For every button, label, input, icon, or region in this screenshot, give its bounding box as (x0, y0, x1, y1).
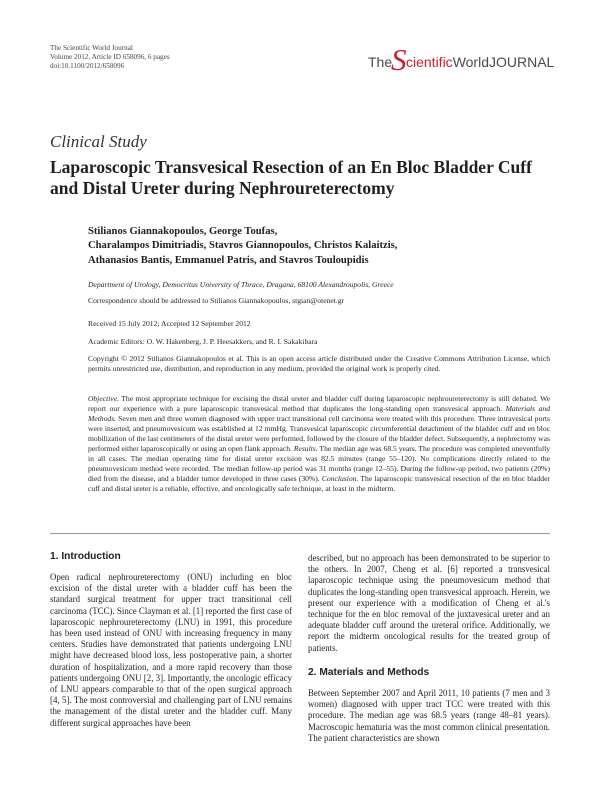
abstract-results-label: Results. (293, 444, 318, 453)
study-type: Clinical Study (50, 132, 147, 151)
copyright-notice: Copyright © 2012 Stilianos Giannakopoulos et al. This is an open access article distributed under the Creative Commons Attribution License, which permits unrestricted use, distribution, and reproduction in any medium, provided the original work is properly cited. (88, 354, 550, 373)
logo-world: World (452, 54, 489, 70)
affiliation: Department of Urology, Democritus University of Thrace, Dragana, 68100 Alexandroupolis, Greece (88, 280, 394, 289)
correspondence: Correspondence should be addressed to Stilianos Giannakopoulos, stgian@otenet.gr (88, 296, 345, 305)
methods-heading: 2. Materials and Methods (308, 667, 430, 678)
abstract (88, 394, 550, 494)
logo-wordmark (406, 54, 554, 70)
abstract-methods: Seven men and three women diagnosed with upper tract transitional cell carcinoma were treated with this procedure. Three intravesical ports were inserted, and pneumovesicum was established at 12 mmHg. Transvesical laparoscopic circumferential detachment of the bladder cuff and en bloc mobilization of the last centimeters of the distal ureter were performed, followed by the closure of the bladder defect. Subsequently, a nephrectomy was performed either laparoscopically or using an open flank approach. (88, 414, 550, 453)
journal-meta (50, 44, 170, 72)
logo-journal: JOURNAL (489, 54, 555, 70)
author-line: Athanasios Bantis, Emmanuel Patris, and Stavros Touloupidis (88, 254, 369, 266)
logo-s: S (391, 42, 407, 77)
introduction-text: Open radical nephroureterectomy (ONU) including en bloc excision of the distal ureter with a bladder cuff has been the standard surgical treatment for upper tract transitional cell carcinoma (TCC). Since Clayman et al. [1] reported the first case of laparoscopic nephroureterectomy (LNU) in 1991, this procedure has been used instead of ONU with increasing frequency in many centers. Studies have demonstrated that patients undergoing LNU might have decreased blood loss, less postoperative pain, a shorter duration of hospitalization, and a more rapid recovery than those patients undergoing ONU [2, 3]. Importantly, the oncologic efficacy of LNU appears comparable to that of the open surgical approach [4, 5]. The most controversial and challenging part of LNU remains the management of the distal ureter and the bladder cuff. Many different surgical approaches have been (50, 572, 292, 728)
logo-the: The (368, 54, 393, 70)
introduction-heading: 1. Introduction (50, 551, 121, 562)
author-line: Stilianos Giannakopoulos, George Toufas, (88, 226, 278, 237)
journal-doi: doi:10.1100/2012/658096 (50, 62, 125, 71)
journal-name: The Scientific World Journal (50, 44, 133, 52)
abstract-results: The median age was 68.5 years. The procedure was completed uneventfully in all cases. The median operating time for distal ureter excision was 82.5 minutes (range 55–120). No complications directly related to the pneumovesicum method were recorded. The median follow-up period was 31 months (range 12–55). During the follow-up period, two patients (20%) died from the disease, and a bladder tumor developed in three cases (30%). (88, 444, 551, 483)
received-dates: Received 15 July 2012; Accepted 12 September 2012 (88, 319, 251, 328)
author-line: Charalampos Dimitriadis, Stavros Giannopoulos, Christos Kalaitzis, (88, 240, 398, 252)
author-list (88, 225, 548, 268)
logo-cientific: cientific (406, 54, 453, 70)
academic-editors: Academic Editors: O. W. Hakenberg, J. P. Heesakkers, and R. I. Sakakibara (88, 337, 318, 346)
abstract-objective-label: Objective. (88, 394, 119, 403)
abstract-conclusion: The laparoscopic transvesical resection of the en bloc bladder cuff and distal ureter is a reliable, effective, and oncologically safe technique, at least in the midterm. (88, 474, 550, 493)
abstract-conclusion-label: Conclusion. (321, 474, 359, 483)
section-divider (50, 533, 550, 534)
journal-logo (368, 42, 558, 77)
abstract-methods-label: Materials and Methods. (88, 404, 550, 423)
abstract-objective: The most appropriate technique for excising the distal ureter and bladder cuff during laparoscopic nephroureterectomy is still debated. We report our experience with a pure laparoscopic transvesical method that duplicates the long-standing open transvesical approach. (88, 394, 550, 413)
paper-title: Laparoscopic Transvesical Resection of an En Bloc Bladder Cuff and Distal Ureter during Nephroureterectomy (50, 157, 532, 198)
column2-text: described, but no approach has been demonstrated to be superior to the others. In 2007, Cheng et al. [6] reported a transvesical laparoscopic technique using the pneumovesicum method that duplicates the long-standing open transvesical approach. Herein, we present our experience with a modification of Cheng et al.'s technique for the en bloc removal of the juxtavesical ureter and an adequate bladder cuff around the ureteral orifice. Additionally, we report the midterm oncological results for the treated group of patients. (308, 553, 550, 653)
journal-volume: Volume 2012, Article ID 658096, 6 pages (50, 53, 170, 62)
methods-text: Between September 2007 and April 2011, 10 patients (7 men and 3 women) diagnosed with upper tract TCC were treated with this procedure. The median age was 68.5 years (range 48–81 years). Macroscopic hematuria was the most common clinical presentation. The patient characteristics are shown (308, 688, 550, 743)
